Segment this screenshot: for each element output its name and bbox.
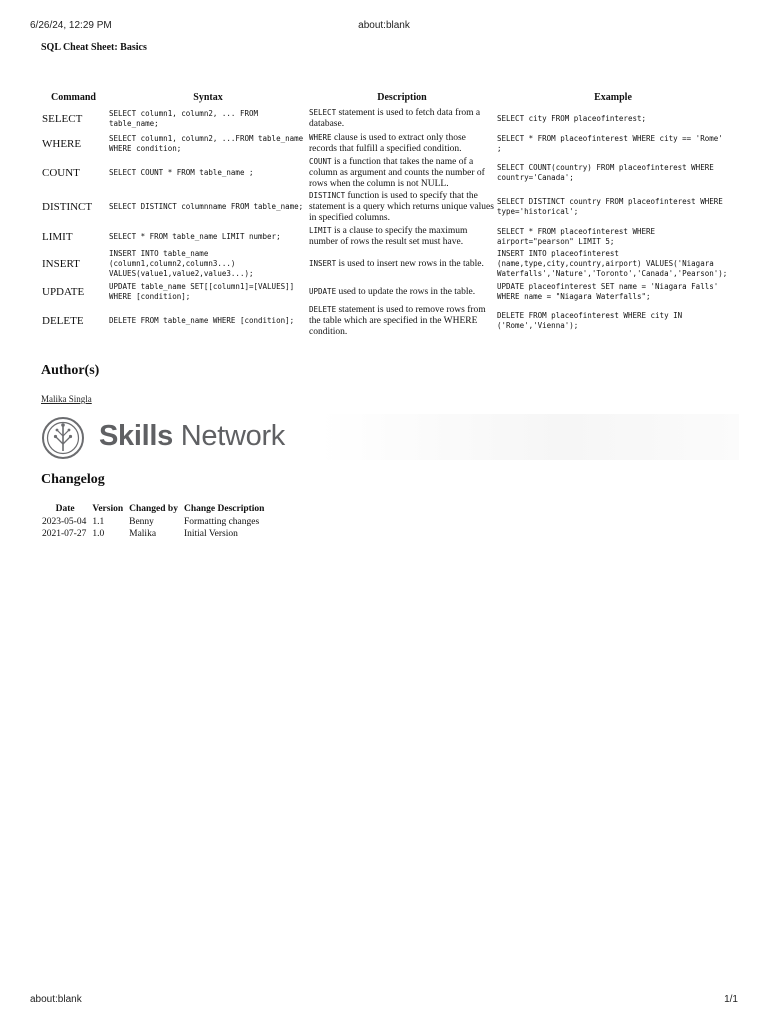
print-date: 6/26/24, 12:29 PM: [30, 20, 112, 31]
footer-url: about:blank: [30, 994, 82, 1005]
description-text: is a clause to specify the maximum number of rows the result set must have.: [309, 226, 468, 247]
print-url: about:blank: [358, 20, 410, 31]
logo-word-light: Network: [172, 420, 285, 452]
cheat-sheet-table: [39, 92, 730, 338]
command-cell: COUNT: [42, 167, 80, 179]
page-title: SQL Cheat Sheet: Basics: [41, 42, 147, 53]
table-row: [41, 516, 267, 528]
syntax-cell: SELECT column1, column2, ... FROM table_name;: [109, 108, 259, 128]
table-row: [39, 224, 730, 249]
date-cell: 2023-05-04: [42, 517, 87, 527]
description-text: used to update the rows in the table.: [336, 286, 476, 297]
description-keyword: COUNT: [309, 157, 332, 166]
print-header: [30, 20, 738, 34]
changelog-table: [41, 504, 267, 540]
version-cell: 1.0: [92, 529, 105, 539]
changed-by-cell: Benny: [129, 517, 154, 527]
command-cell: DISTINCT: [42, 201, 93, 213]
syntax-cell: SELECT * FROM table_name LIMIT number;: [109, 231, 281, 241]
cheat-table-header-row: [39, 92, 730, 106]
syntax-cell: DELETE FROM table_name WHERE [condition];: [109, 316, 295, 325]
description-keyword: UPDATE: [309, 286, 337, 296]
syntax-cell: SELECT column1, column2, ...FROM table_name WHERE condition;: [109, 133, 304, 153]
description-cell: [308, 249, 496, 279]
example-cell: SELECT COUNT(country) FROM placeofinterest WHERE country='Canada';: [497, 163, 714, 182]
description-text: clause is used to extract only those records that fulfill a specified condition.: [309, 133, 466, 154]
description-cell: Formatting changes: [183, 517, 260, 527]
column-header-date: Date: [55, 504, 75, 514]
author-link[interactable]: Malika Singla: [41, 394, 92, 404]
logo-word-strong: Skills: [99, 420, 173, 452]
page-number: 1/1: [724, 994, 738, 1005]
column-header-syntax: Syntax: [193, 92, 223, 103]
changelog-heading: Changelog: [41, 472, 105, 487]
command-cell: WHERE: [42, 137, 82, 150]
column-header-change-description: Change Description: [183, 504, 265, 514]
column-header-example: Example: [594, 92, 632, 103]
description-cell: [308, 190, 496, 224]
table-row: [39, 249, 730, 279]
authors-heading: Author(s): [41, 363, 100, 378]
description-cell: [308, 156, 496, 190]
description-text: is a function that takes the name of a column as argument and counts the number of rows when the column is not NULL.: [309, 157, 485, 189]
description-cell: [308, 106, 496, 131]
changelog-header-row: [41, 504, 267, 516]
command-cell: LIMIT: [42, 230, 73, 243]
syntax-cell: INSERT INTO table_name (column1,column2,column3...) VALUES(value1,value2,value3...);: [109, 249, 254, 278]
syntax-cell: SELECT COUNT * FROM table_name ;: [109, 168, 254, 177]
tree-logo-icon: [41, 416, 85, 460]
description-keyword: DISTINCT: [309, 191, 346, 200]
column-header-version: Version: [92, 504, 124, 514]
description-cell: Initial Version: [183, 529, 238, 539]
description-keyword: LIMIT: [309, 226, 332, 235]
description-cell: [308, 224, 496, 249]
description-cell: [308, 131, 496, 156]
description-text: is used to insert new rows in the table.: [336, 259, 484, 269]
description-text: function is used to specify that the statement is a query which returns unique values in specified columns.: [309, 191, 494, 223]
table-row: [39, 106, 730, 131]
example-cell: SELECT city FROM placeofinterest;: [497, 113, 647, 123]
description-keyword: INSERT: [309, 259, 337, 268]
description-keyword: WHERE: [309, 133, 332, 142]
skills-network-logo: [39, 414, 739, 460]
table-row: [41, 528, 267, 540]
version-cell: 1.1: [92, 517, 105, 527]
syntax-cell: UPDATE table_name SET[[column1]=[VALUES]] WHERE [condition];: [109, 281, 295, 301]
logo-wordmark: [99, 420, 285, 453]
description-cell: [308, 304, 496, 338]
example-cell: INSERT INTO placeofinterest (name,type,city,country,airport) VALUES('Niagara Waterfalls','Nature','Toronto','Canada','Pearson');: [497, 249, 728, 278]
command-cell: DELETE: [42, 315, 84, 327]
table-row: [39, 279, 730, 304]
table-row: [39, 304, 730, 338]
table-row: [39, 156, 730, 190]
syntax-cell: SELECT DISTINCT columnname FROM table_name;: [109, 202, 304, 211]
description-keyword: DELETE: [309, 305, 337, 314]
example-cell: UPDATE placeofinterest SET name = 'Niagara Falls' WHERE name = "Niagara Waterfalls";: [497, 281, 719, 301]
description-text: statement is used to remove rows from the table which are specified in the WHERE condition.: [309, 305, 486, 337]
column-header-description: Description: [377, 92, 427, 103]
example-cell: SELECT DISTINCT country FROM placeofinterest WHERE type='historical';: [497, 197, 723, 216]
table-row: [39, 190, 730, 224]
column-header-changed-by: Changed by: [129, 504, 178, 514]
command-cell: SELECT: [42, 112, 83, 125]
example-cell: SELECT * FROM placeofinterest WHERE city == 'Rome' ;: [497, 133, 723, 153]
command-cell: UPDATE: [42, 285, 85, 298]
description-text: statement is used to fetch data from a database.: [309, 108, 481, 129]
changed-by-cell: Malika: [129, 529, 157, 539]
example-cell: DELETE FROM placeofinterest WHERE city IN ('Rome','Vienna');: [497, 311, 683, 330]
table-row: [39, 131, 730, 156]
print-footer: [30, 994, 738, 1008]
description-cell: [308, 279, 496, 304]
description-keyword: SELECT: [309, 108, 337, 117]
column-header-command: Command: [50, 92, 96, 103]
date-cell: 2021-07-27: [42, 529, 87, 539]
command-cell: INSERT: [42, 258, 80, 270]
example-cell: SELECT * FROM placeofinterest WHERE airport="pearson" LIMIT 5;: [497, 226, 656, 246]
